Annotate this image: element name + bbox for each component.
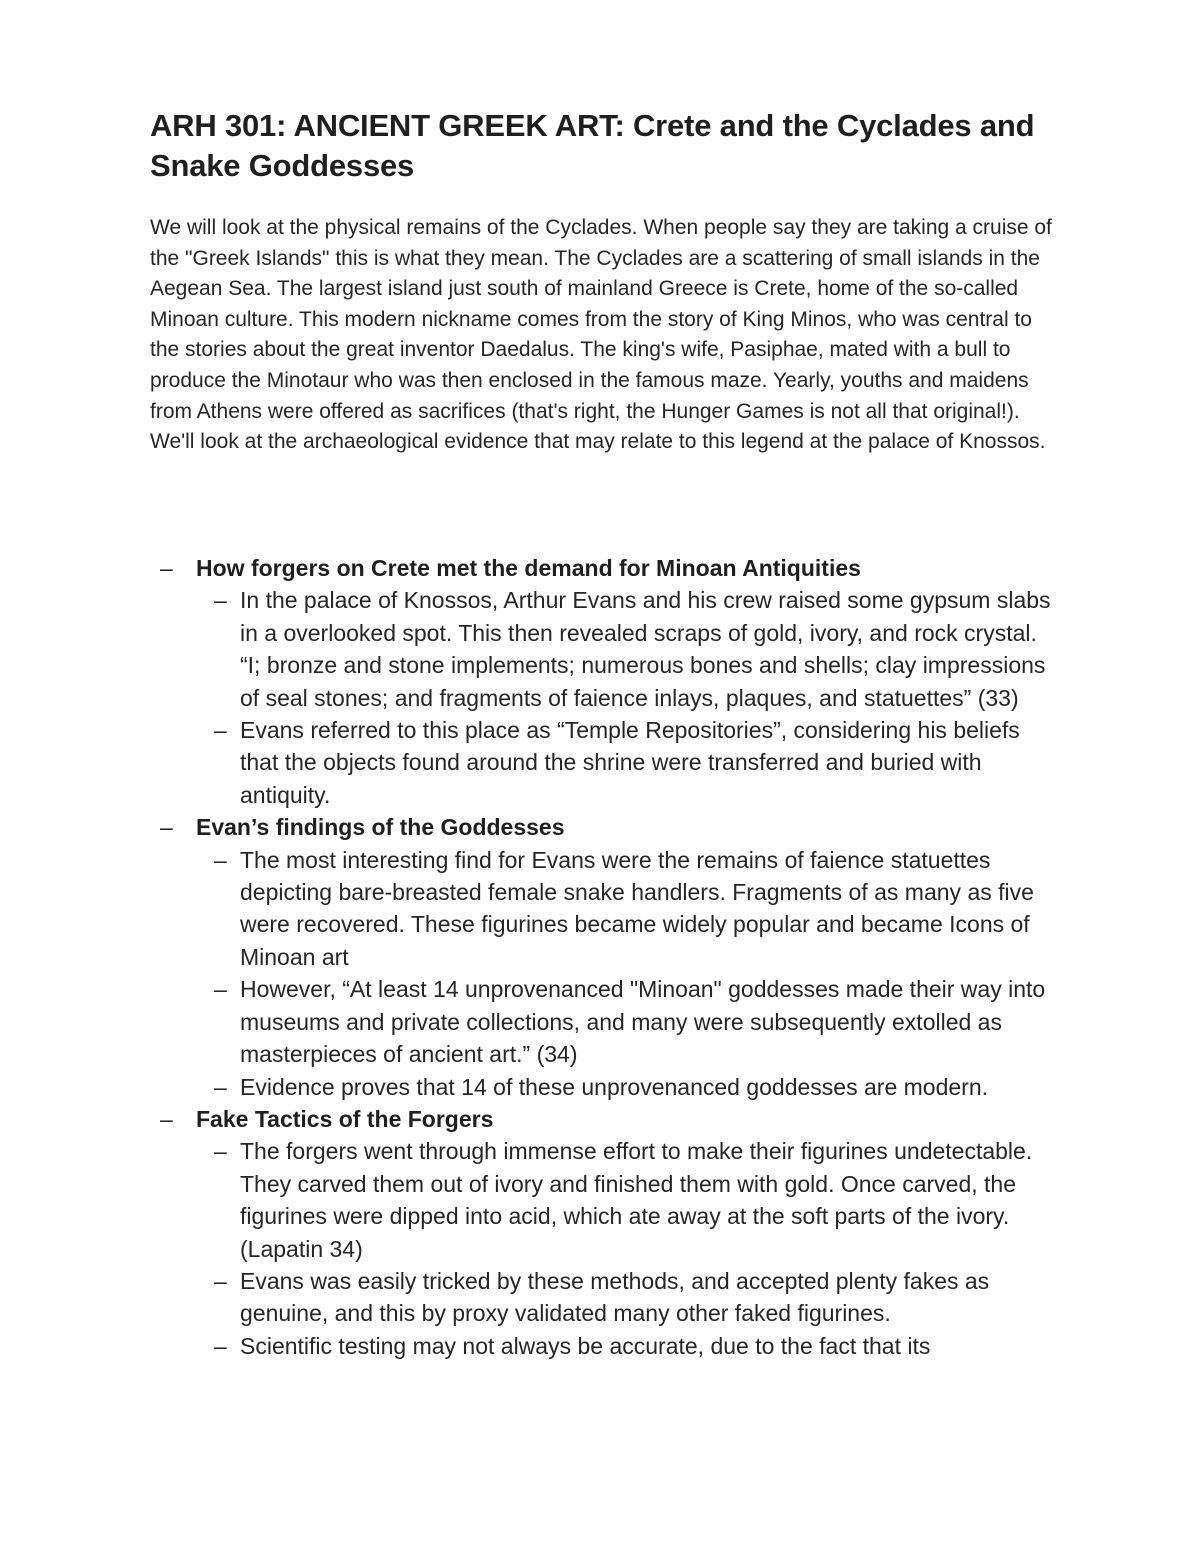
bullet-dash: – — [214, 717, 227, 744]
outline-point — [196, 584, 1060, 714]
section-points — [196, 584, 1060, 811]
outline-point — [196, 1071, 1060, 1103]
section-points — [196, 844, 1060, 1103]
point-text: In the palace of Knossos, Arthur Evans and his crew raised some gypsum slabs in a overlooked spot. This then revealed scraps of gold, ivory, and rock crystal. “I; bronze and stone implements; numerous bones and shells; clay impressions of seal stones; and fragments of faience inlays, plaques, and statuettes” (33) — [240, 587, 1051, 711]
bullet-dash: – — [160, 555, 173, 581]
point-text: Evans referred to this place as “Temple Repositories”, considering his beliefs that the objects found around the shrine were transferred and buried with antiquity. — [240, 717, 1020, 808]
bullet-dash: – — [160, 1105, 173, 1132]
outline-point — [196, 1265, 1060, 1330]
bullet-dash: – — [214, 1073, 227, 1100]
section-heading: Evan’s findings of the Goddesses — [196, 814, 565, 841]
section-heading: Fake Tactics of the Forgers — [196, 1105, 494, 1132]
point-text: Evans was easily tricked by these methods, and accepted plenty fakes as genuine, and this by proxy validated many other faked figurines. — [240, 1267, 990, 1327]
outline-point — [196, 714, 1060, 811]
point-text: The most interesting find for Evans were the remains of faience statuettes depicting bare-breasted female snake handlers. Fragments of as many as five were recovered. These figurines became widely popular and became Icons of Minoan art — [240, 846, 1034, 970]
bullet-dash: – — [214, 1138, 227, 1165]
section-points — [196, 1135, 1060, 1362]
bullet-dash: – — [214, 587, 227, 614]
outline-section — [160, 811, 1060, 1103]
point-text: However, “At least 14 unprovenanced "Minoan" goddesses made their way into museums and private collections, and many were subsequently extolled as masterpieces of ancient art.” (34) — [240, 976, 1046, 1068]
point-text: The forgers went through immense effort to make their figurines undetectable. They carved them out of ivory and finished them with gold. Once carved, the figurines were dipped into acid, which ate away at the soft parts of the ivory. (Lapatin 34) — [240, 1138, 1033, 1262]
outline-point — [196, 1135, 1060, 1265]
bullet-dash: – — [214, 846, 227, 873]
outline-section — [160, 552, 1060, 811]
document-title: ARH 301: ANCIENT GREEK ART: Crete and the Cyclades and Snake Goddesses — [150, 108, 1035, 183]
outline-point — [196, 844, 1060, 974]
section-heading: How forgers on Crete met the demand for Minoan Antiquities — [196, 555, 861, 581]
outline-point — [196, 973, 1060, 1070]
notes-outline — [160, 552, 1060, 1362]
outline-section — [160, 1103, 1060, 1362]
bullet-dash: – — [160, 814, 173, 841]
outline-point — [196, 1330, 1060, 1362]
point-text: Evidence proves that 14 of these unprovenanced goddesses are modern. — [240, 1073, 988, 1100]
bullet-dash: – — [214, 1332, 227, 1359]
point-text: Scientific testing may not always be accurate, due to the fact that its — [240, 1332, 931, 1359]
bullet-dash: – — [214, 1267, 227, 1294]
intro-paragraph: We will look at the physical remains of the Cyclades. When people say they are taking a cruise of the "Greek Islands" this is what they mean. The Cyclades are a scattering of small islands in the Aegean Sea. The largest island just south of mainland Greece is Crete, home of the so-called Minoan culture. This modern nickname comes from the story of King Minos, who was central to the stories about the great inventor Daedalus. The king's wife, Pasiphae, mated with a bull to produce the Minotaur who was then enclosed in the famous maze. Yearly, youths and maidens from Athens were offered as sacrifices (that's right, the Hunger Games is not all that original!). We'll look at the archaeological evidence that may relate to this legend at the palace of Knossos. — [150, 216, 1052, 454]
bullet-dash: – — [214, 976, 227, 1003]
